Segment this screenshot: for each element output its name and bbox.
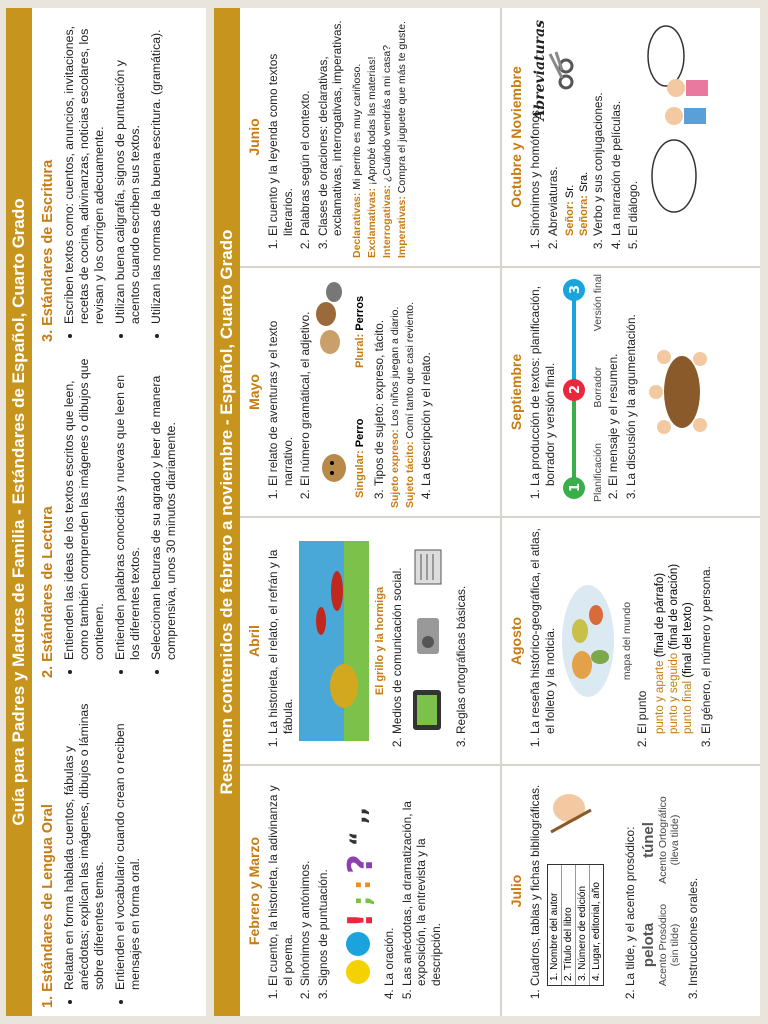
subject-tacit-example: Sujeto tácito: Comí tanto que casi reviento. <box>404 301 416 508</box>
reading-item: • Seleccionan lecturas de su agrado y leer de manera comprensiva, unos 30 minutos diariamente. <box>149 358 179 660</box>
punto-type: punto final (final del texto) <box>681 602 694 734</box>
singular-label: Singular: <box>353 450 366 498</box>
media-illustration <box>409 526 450 734</box>
reading-standards-title: 2. Estándares de Lectura <box>40 506 56 678</box>
svg-text:1: 1 <box>568 482 583 492</box>
topic-item: 2. El número gramátical, el adjetivo. <box>298 276 313 486</box>
abbrev-figure <box>532 20 579 120</box>
punctuation-signs-icon <box>336 786 381 986</box>
topic-item: 3. Reglas ortográficas básicas. <box>454 526 469 734</box>
topic-item: 1. El cuento y la leyenda como textos literarios. <box>266 16 295 236</box>
sentence-example: Interrogativas: ¿Cuándo vendrás a mi casa? <box>380 44 393 258</box>
topic-item: 5. El diálogo. <box>626 16 641 236</box>
biblio-row: 1. Nombre del autor <box>548 865 562 985</box>
tilde-label: (lleva tilde) <box>669 814 681 866</box>
cricket-ant-icon <box>299 541 369 741</box>
scissors-icon <box>548 50 574 90</box>
sentence-examples <box>351 16 409 258</box>
round-table-icon <box>642 337 712 447</box>
dialogue-illustration <box>644 16 719 258</box>
month-title: Mayo <box>246 374 262 410</box>
topic-item: 1. El relato de aventuras y el texto narrativo. <box>266 276 295 486</box>
biblio-card <box>547 774 623 986</box>
biblio-row: 2. Título del libro <box>562 865 576 985</box>
topic-item: 3. Tipos de sujeto: expreso, tácito. <box>372 276 387 486</box>
plural-label: Plural: <box>353 333 366 368</box>
topic-item: 2. La tilde, y el acento prosódico: <box>623 774 638 986</box>
reading-standards <box>32 350 206 686</box>
month-may <box>240 266 502 516</box>
step-label: Planificación <box>592 443 604 502</box>
svg-text:“ ,,: “ ,, <box>347 807 372 846</box>
month-title: Octubre y Noviembre <box>508 66 524 208</box>
month-title: Julio <box>508 874 524 908</box>
topic-item: 1. El cuento, la historieta, la adivinanza y el poema. <box>266 774 295 986</box>
month-title: Septiembre <box>508 353 524 431</box>
reading-item: • Entienden las ideas de los textos escritos que leen, como también comprenden las imágenes o dibujos que contienen. <box>62 358 107 660</box>
writing-standards-title: 3. Estándares de Escritura <box>40 159 56 342</box>
tv-radio-newspaper-icon <box>409 544 445 734</box>
topic-item: 4. La narración de películas. <box>609 16 624 236</box>
topic-item: 1. Sinónimos y homófonos. <box>528 16 543 236</box>
topic-item: 2. El punto <box>635 526 650 734</box>
topic-item: 2. Medios de comunicación social. <box>390 526 405 734</box>
topic-item: 2. Abreviaturas. <box>546 16 561 236</box>
writing-item: • Utilizan las normas de la buena escritura. (gramática). <box>149 16 164 324</box>
step-label: Versión final <box>592 274 604 332</box>
punto-type: punto y seguido (final de oración) <box>667 563 680 734</box>
fable-illustration <box>299 526 386 756</box>
svg-text:?: ? <box>341 854 381 874</box>
topic-item: 4. La oración. <box>382 774 397 986</box>
topic-item: 2. Palabras según el contexto. <box>298 16 313 236</box>
writing-standards <box>32 8 206 350</box>
month-feb-mar <box>240 764 502 1016</box>
oral-item: • Entienden el vocabulario cuando crean o reciben mensajes en forma oral. <box>113 694 143 990</box>
svg-text:2: 2 <box>568 384 583 394</box>
sentence-example: Declarativas: Mi perrito es muy cariñoso. <box>350 63 363 258</box>
summary-grid <box>240 8 760 1016</box>
topic-item: 3. Clases de oraciones: declarativas, exclamativas, interrogativas, imperativas. <box>316 16 345 236</box>
world-map-icon <box>560 581 616 701</box>
pelota-word: pelota <box>640 922 657 968</box>
abbrev-word: Abreviaturas <box>532 20 548 121</box>
svg-text::: : <box>347 879 377 890</box>
topic-item: 3. La discusión y la argumentación. <box>624 276 639 486</box>
dialogue-kids-icon <box>644 16 714 216</box>
month-title: Agosto <box>508 616 524 666</box>
fable-caption: El grillo y la hormiga <box>374 586 386 696</box>
svg-text:!: ! <box>341 912 381 928</box>
subject-express-example: Sujeto expreso: Los niños juegan a diario. <box>389 306 401 508</box>
punctuation-icons <box>336 774 381 986</box>
topic-item: 1. Cuadros, tablas y fichas bibliográficas. <box>528 774 543 986</box>
step-label: Borrador <box>592 366 604 408</box>
discussion-illustration <box>642 276 717 508</box>
plural-value: Perros <box>353 295 366 331</box>
topic-item: 1. La reseña histórico-geográfica, el atlas, el folleto y la noticia. <box>528 526 557 734</box>
no-tilde-label: (sin tilde) <box>669 923 681 967</box>
tunel-word: túnel <box>640 822 657 858</box>
topic-item: 2. El mensaje y el resumen. <box>606 276 621 486</box>
topic-item: 5. Las anécdotas, la dramatización, la exposición, la entrevista y la descripción. <box>400 774 444 986</box>
month-oct-nov <box>502 8 760 266</box>
summary-title: Resumen contenidos de febrero a noviembre - Español, Cuarto Grado <box>214 8 240 1016</box>
svg-text:3: 3 <box>568 284 583 294</box>
oral-standards <box>32 686 206 1016</box>
writing-item: • Utilizan buena caligrafía, signos de puntuación y acentos cuando escriben sus textos. <box>113 16 143 324</box>
map-caption: mapa del mundo <box>621 601 633 681</box>
svg-text:;: ; <box>347 895 377 906</box>
month-june <box>240 8 502 266</box>
singular-value: Perro <box>353 418 366 448</box>
topic-item: 4. La descripción y el relato. <box>419 276 434 486</box>
month-title: Febrero y Marzo <box>246 836 262 946</box>
dog-icon <box>316 448 350 488</box>
biblio-row: 3. Número de edición <box>576 865 590 985</box>
topic-item: 3. Verbo y sus conjugaciones. <box>591 16 606 236</box>
topic-item: 3. Signos de puntuación. <box>316 774 331 986</box>
biblio-row: 4. Lugar, editorial, año <box>590 882 602 981</box>
biblio-table <box>547 864 604 986</box>
oral-standards-title: 1. Estándares de Lengua Oral <box>40 804 56 1008</box>
month-september <box>502 266 760 516</box>
writing-process-steps <box>561 276 604 502</box>
sentence-example: Exclamativas: ¡Aprobé todas las materias! <box>365 56 378 258</box>
writing-hand-icon <box>547 792 607 836</box>
month-title: Abril <box>246 625 262 657</box>
writing-item: • Escriben textos como: cuentos, anuncios, invitaciones, recetas de cocina, adivinanzas, noticias escolares, los revisan y los corrigen adecuamente. <box>62 16 107 324</box>
topic-item: 2. Sinónimos y antónimos. <box>298 774 313 986</box>
topic-item: 1. La historieta, el relato, el refrán y la fábula. <box>266 526 295 734</box>
oral-item: • Relatan en forma hablada cuentos, fábulas y anécdotas; explican las imágenes, dibujos o láminas sobre diferentes temas. <box>62 694 107 990</box>
number-example <box>316 276 370 498</box>
month-title: Junio <box>246 118 262 156</box>
prosodic-label: Acento Prosódico <box>657 903 669 987</box>
punto-types <box>653 526 695 734</box>
dogs-icon <box>310 278 350 358</box>
standards-section <box>32 8 206 1016</box>
topic-item: 3. El género, el número y persona. <box>699 526 714 734</box>
topic-item: 1. La producción de textos: planificación, borrador y versión final. <box>528 276 557 486</box>
guide-title: Guía para Padres y Madres de Familia - Estándares de Español, Cuarto Grado <box>6 8 32 1016</box>
process-steps-icon <box>561 272 587 502</box>
topic-item: 3. Instrucciones orales. <box>686 774 701 986</box>
sentence-example: Imperativas: Compra el juguete que más te guste. <box>395 21 408 258</box>
reading-item: • Entienden palabras conocidas y nuevas que leen en los diferentes textos. <box>113 358 143 660</box>
accent-example <box>640 774 686 990</box>
month-august <box>502 516 760 764</box>
abbrev-examples: Señor: Sr. Señora: Sra. <box>564 171 590 236</box>
month-april <box>240 516 502 764</box>
world-map-figure <box>560 526 633 756</box>
punto-type: punto y aparte (final de párrafo) <box>653 572 666 734</box>
orthographic-label: Acento Ortográfico <box>657 796 669 884</box>
month-july <box>502 764 760 1016</box>
